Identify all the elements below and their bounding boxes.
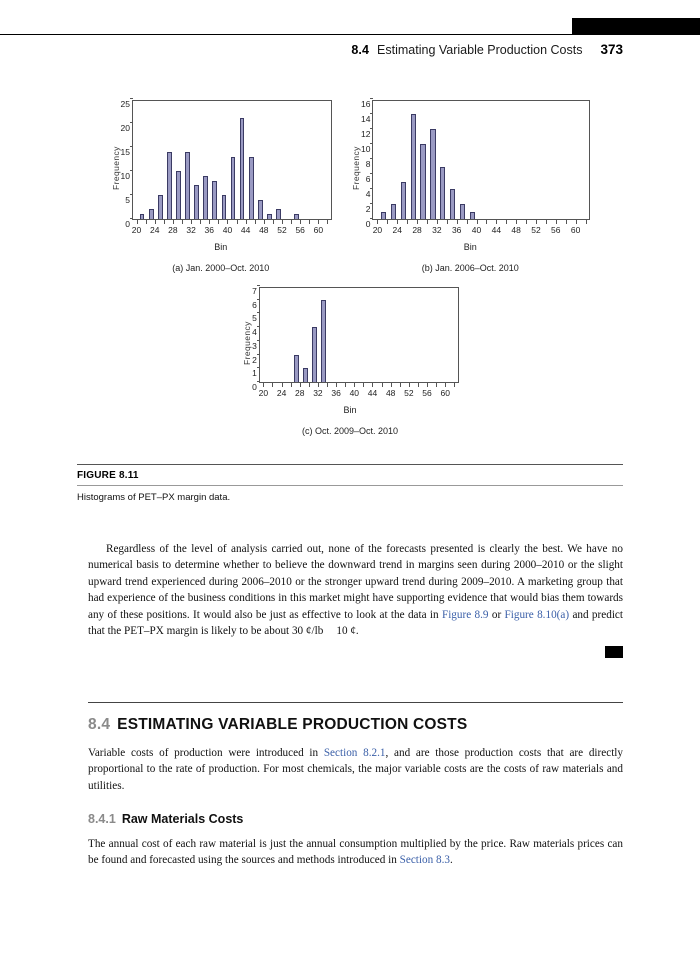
x-tick-mark: [418, 383, 419, 387]
x-tick-mark: [400, 383, 401, 387]
x-tick-mark: [407, 220, 408, 224]
y-tick-mark: [370, 98, 373, 99]
histogram-bar: [140, 214, 145, 219]
histogram-bar: [294, 214, 299, 219]
y-tick-mark: [370, 173, 373, 174]
y-tick-mark: [257, 340, 260, 341]
x-tick-label: 48: [259, 225, 269, 235]
x-tick-mark: [427, 383, 428, 387]
link-figure-8-9[interactable]: Figure 8.9: [441, 608, 489, 621]
x-tick-mark: [327, 220, 328, 224]
x-tick-mark: [155, 220, 156, 224]
x-tick-label: 60: [570, 225, 581, 235]
subsection-title: Raw Materials Costs: [121, 812, 244, 826]
histogram-c: [241, 287, 459, 436]
sec-para-segment-1: Variable costs of production were introduced in: [88, 747, 324, 759]
x-tick-mark: [536, 220, 537, 224]
x-tick-label: 52: [531, 225, 541, 235]
x-tick-label: 52: [277, 225, 287, 235]
histogram-bar: [381, 212, 386, 220]
y-tick-mark: [257, 367, 260, 368]
x-tick-mark: [146, 220, 147, 224]
para1-segment-3: and predict that the PET–PX margin is likely to be about 30 ¢/lb: [88, 608, 623, 638]
histogram-b-x-tick-labels: [372, 225, 590, 237]
page-number: 373: [600, 42, 623, 57]
subsection-heading: [88, 812, 623, 826]
x-tick-label: 20: [258, 388, 269, 398]
histogram-bar: [167, 152, 172, 219]
x-tick-mark: [164, 220, 165, 224]
y-tick-mark: [370, 128, 373, 129]
y-tick-mark: [370, 143, 373, 144]
header-rule: [0, 34, 700, 35]
x-tick-mark: [173, 220, 174, 224]
x-tick-mark: [496, 220, 497, 224]
x-tick-label: 52: [404, 388, 414, 398]
x-tick-label: 36: [451, 225, 462, 235]
x-tick-mark: [300, 383, 301, 387]
paragraph-text: [88, 541, 623, 639]
paragraph-forecast-discussion: [88, 541, 623, 639]
histogram-bar: [212, 181, 217, 219]
histogram-bar: [276, 209, 281, 219]
x-tick-mark: [477, 220, 478, 224]
histogram-bar: [312, 327, 317, 382]
x-tick-mark: [291, 220, 292, 224]
x-tick-mark: [566, 220, 567, 224]
histogram-b-caption: (b) Jan. 2006–Oct. 2010: [421, 263, 519, 273]
histogram-b-x-axis-title: Bin: [463, 242, 477, 252]
x-tick-mark: [506, 220, 507, 224]
paragraph-text: [88, 745, 623, 794]
x-tick-label: 24: [276, 388, 287, 398]
histogram-bar: [440, 167, 445, 220]
x-tick-label: 44: [240, 225, 251, 235]
histogram-bar: [149, 209, 154, 219]
x-tick-mark: [309, 383, 310, 387]
histogram-bar: [258, 200, 263, 219]
histogram-bar: [321, 300, 326, 382]
x-tick-label: 60: [313, 225, 324, 235]
histogram-bar: [267, 214, 272, 219]
y-tick-mark: [130, 122, 133, 123]
x-tick-label: 20: [372, 225, 383, 235]
histogram-bar: [176, 171, 181, 219]
histogram-bar: [185, 152, 190, 219]
histogram-bar: [391, 204, 396, 219]
x-tick-label: 44: [367, 388, 378, 398]
y-tick-mark: [130, 170, 133, 171]
histogram-bar: [303, 368, 308, 382]
paragraph-text: [88, 836, 623, 869]
histogram-c-x-tick-labels: [259, 388, 459, 400]
section-heading: [88, 716, 623, 734]
x-tick-label: 60: [440, 388, 450, 398]
x-tick-label: 40: [471, 225, 482, 235]
x-tick-mark: [318, 220, 319, 224]
x-tick-mark: [227, 220, 228, 224]
x-tick-mark: [263, 383, 264, 387]
x-tick-mark: [191, 220, 192, 224]
y-tick-mark: [257, 354, 260, 355]
histogram-c-x-axis-title: Bin: [343, 405, 357, 415]
histogram-bar: [222, 195, 227, 219]
subsec-para-segment-2: .: [449, 854, 453, 867]
x-tick-mark: [272, 383, 273, 387]
x-tick-mark: [391, 383, 392, 387]
x-tick-label: 28: [412, 225, 422, 235]
page-edge-tab: [572, 18, 700, 34]
x-tick-mark: [382, 383, 383, 387]
subsec-para-segment-1: The annual cost of each raw material is just the annual consumption multiplied by the price. Raw materials prices can be found and forecasted using the sources and methods introduced in: [88, 838, 623, 867]
histogram-a-y-axis-label: Frequency: [110, 146, 121, 191]
x-tick-label: 32: [186, 225, 196, 235]
figure-8-11: [0, 100, 700, 470]
x-tick-mark: [318, 383, 319, 387]
x-tick-mark: [137, 220, 138, 224]
subsection-number: 8.4.1: [88, 812, 116, 826]
histogram-bar: [194, 185, 199, 219]
x-tick-mark: [447, 220, 448, 224]
y-tick-mark: [130, 146, 133, 147]
x-tick-mark: [486, 220, 487, 224]
y-tick-mark: [130, 194, 133, 195]
x-tick-mark: [264, 220, 265, 224]
x-tick-mark: [437, 220, 438, 224]
link-section-8-3[interactable]: Section 8.3: [399, 854, 450, 867]
x-tick-mark: [454, 383, 455, 387]
para1-segment-2: or: [488, 608, 505, 621]
x-tick-mark: [237, 220, 238, 224]
x-tick-mark: [417, 220, 418, 224]
x-tick-label: 56: [295, 225, 305, 235]
x-tick-mark: [372, 383, 373, 387]
x-tick-mark: [397, 220, 398, 224]
y-tick-mark: [370, 158, 373, 159]
histogram-bar: [240, 118, 245, 219]
x-tick-label: 28: [168, 225, 178, 235]
y-tick-mark: [130, 98, 133, 99]
x-tick-mark: [354, 383, 355, 387]
link-section-8-2-1[interactable]: Section 8.2.1: [323, 747, 386, 759]
x-tick-label: 56: [422, 388, 432, 398]
end-of-section-marker: [605, 646, 623, 658]
histogram-a-x-axis-title: Bin: [214, 242, 228, 252]
x-tick-mark: [282, 220, 283, 224]
y-tick-mark: [370, 218, 373, 219]
x-tick-mark: [363, 383, 364, 387]
y-tick-mark: [130, 218, 133, 219]
x-tick-mark: [200, 220, 201, 224]
y-tick-mark: [257, 299, 260, 300]
y-tick-mark: [370, 188, 373, 189]
histogram-c-plot: [259, 287, 459, 383]
histogram-bar: [430, 129, 435, 219]
x-tick-mark: [291, 383, 292, 387]
para1-segment-4: 10 ¢.: [336, 625, 359, 638]
histogram-c-y-ticks: 7 6 5 4 3 2 1 0: [252, 286, 257, 392]
x-tick-mark: [457, 220, 458, 224]
histogram-c-y-axis-label: Frequency: [242, 321, 253, 366]
paragraph-variable-costs: [88, 745, 623, 794]
y-tick-mark: [257, 326, 260, 327]
histogram-bar: [231, 157, 236, 219]
x-tick-mark: [255, 220, 256, 224]
histogram-bar: [420, 144, 425, 219]
histogram-b-y-axis-label: Frequency: [351, 146, 361, 191]
running-head-section-number: 8.4: [351, 43, 370, 57]
x-tick-mark: [246, 220, 247, 224]
x-tick-label: 24: [149, 225, 160, 235]
running-head: [351, 42, 623, 57]
section-rule: [88, 702, 623, 703]
x-tick-mark: [218, 220, 219, 224]
x-tick-mark: [377, 220, 378, 224]
charts-row-bottom: [0, 287, 700, 436]
sec-para-segment-2: , and are those production costs that are directly proportional to the rate of production. For most chemicals, the major variable costs are the costs of raw materials and utilities.: [88, 747, 624, 792]
x-tick-label: 32: [313, 388, 323, 398]
histogram-bar: [249, 157, 254, 219]
x-tick-mark: [445, 383, 446, 387]
x-tick-label: 32: [432, 225, 442, 235]
running-head-title: Estimating Variable Production Costs: [377, 43, 583, 57]
x-tick-label: 44: [491, 225, 502, 235]
histogram-a-plot: [132, 100, 332, 220]
x-tick-mark: [327, 383, 328, 387]
figure-label: FIGURE 8.11: [77, 470, 139, 481]
x-tick-label: 36: [331, 388, 341, 398]
x-tick-mark: [309, 220, 310, 224]
x-tick-label: 40: [222, 225, 233, 235]
x-tick-label: 36: [204, 225, 214, 235]
x-tick-label: 24: [392, 225, 402, 235]
x-tick-mark: [273, 220, 274, 224]
x-tick-mark: [182, 220, 183, 224]
y-tick-mark: [370, 113, 373, 114]
y-tick-mark: [257, 285, 260, 286]
histogram-bar: [460, 204, 465, 219]
histogram-bar: [401, 182, 406, 220]
histogram-bar: [203, 176, 208, 219]
x-tick-mark: [209, 220, 210, 224]
histogram-a-x-tick-labels: [132, 225, 332, 237]
x-tick-mark: [336, 383, 337, 387]
x-tick-mark: [282, 383, 283, 387]
x-tick-mark: [576, 220, 577, 224]
histogram-c-caption: (c) Oct. 2009–Oct. 2010: [301, 426, 399, 436]
histogram-b: [350, 100, 590, 273]
y-tick-mark: [257, 312, 260, 313]
x-tick-mark: [300, 220, 301, 224]
x-tick-mark: [409, 383, 410, 387]
x-tick-label: 28: [295, 388, 305, 398]
x-tick-mark: [427, 220, 428, 224]
y-tick-mark: [370, 203, 373, 204]
x-tick-label: 56: [551, 225, 561, 235]
histogram-a-caption: (a) Jan. 2000–Oct. 2010: [172, 263, 270, 273]
section-title: ESTIMATING VARIABLE PRODUCTION COSTS: [117, 716, 468, 733]
histogram-a-y-ticks: 25 20 15 10 5 0: [120, 99, 130, 229]
histogram-b-y-ticks: 16 14 12 10 8 6 4 2 0: [361, 99, 371, 229]
x-tick-label: 20: [131, 225, 142, 235]
para1-segment-1: Regardless of the level of analysis carried out, none of the forecasts presented is clearly the best. We have no numerical basis to determine whether to believe the downward trend in margins seen during 2000–2010 or the slight upward trend experienced during 2006–2010 or the stronger upward trend during 2009–2010. A marketing group that had experience of the business conditions in this market might have supporting evidence that would bias them towards any of these positions. It would also be just as effective to look at the data in: [88, 543, 623, 621]
x-tick-mark: [436, 383, 437, 387]
x-tick-mark: [546, 220, 547, 224]
histogram-bar: [158, 195, 163, 219]
link-figure-8-10a[interactable]: Figure 8.10(a): [504, 608, 570, 621]
x-tick-mark: [556, 220, 557, 224]
x-tick-label: 48: [511, 225, 521, 235]
x-tick-mark: [467, 220, 468, 224]
charts-row-top: [0, 100, 700, 273]
histogram-bar: [470, 212, 475, 220]
paragraph-raw-materials: [88, 836, 623, 869]
histogram-bar: [294, 355, 299, 382]
histogram-bar: [450, 189, 455, 219]
x-tick-mark: [387, 220, 388, 224]
figure-caption-block: [77, 464, 623, 503]
x-tick-label: 48: [385, 388, 396, 398]
section-number: 8.4: [88, 716, 111, 733]
x-tick-mark: [345, 383, 346, 387]
x-tick-mark: [586, 220, 587, 224]
histogram-b-plot: [372, 100, 590, 220]
y-tick-mark: [257, 381, 260, 382]
figure-caption-text: Histograms of PET–PX margin data.: [77, 492, 231, 503]
histogram-a: [110, 100, 332, 273]
x-tick-label: 40: [349, 388, 360, 398]
x-tick-mark: [516, 220, 517, 224]
histogram-bar: [411, 114, 416, 219]
x-tick-mark: [526, 220, 527, 224]
